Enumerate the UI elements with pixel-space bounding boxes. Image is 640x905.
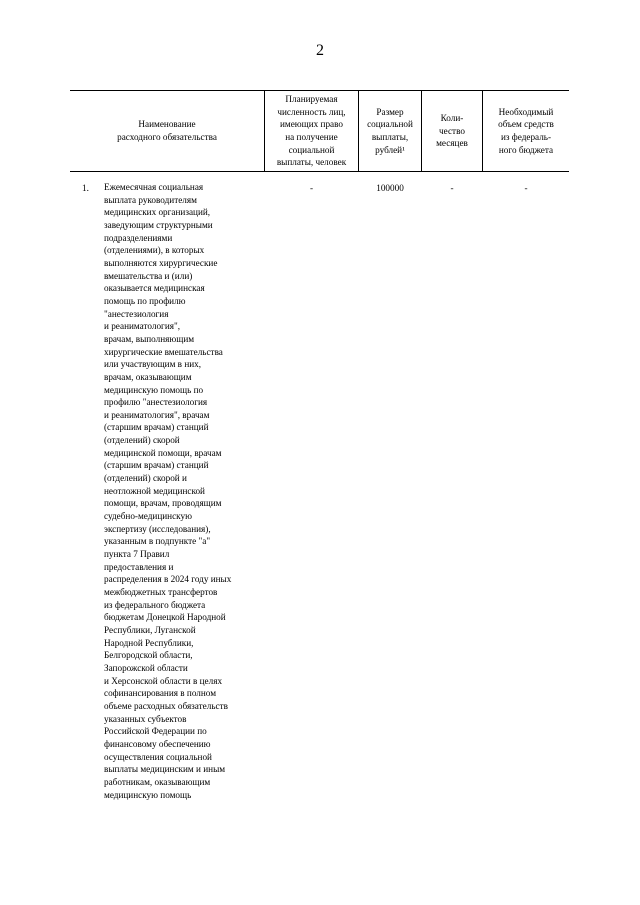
row-federal-funds: - — [524, 183, 528, 193]
row-months: - — [450, 183, 454, 193]
header-expense-obligation: Наименование расходного обязательства — [117, 119, 217, 142]
row-expense-description: Ежемесячная социальная выплата руководителям медицинских организаций, заведующим структурными подразделениями (отделениями), в которых выполняются хирургические вмешательства и (или) оказывается медицинская помощь по профилю "анестезиология и реаниматология", врачам, выполняющим хирургические вмешательства или участвующим в них, врачам, оказывающим медицинскую помощь по профилю "анестезиология и реаниматология", врачам (старшим врачам) станций (отделений) скорой медицинской помощи, врачам (старшим врачам) станций (отделений) скорой и неотложной медицинской помощи, врачам, проводящим судебно-медицинскую экспертизу (исследования), указанным в подпункте "а" пункта 7 Правил предоставления и распределения в 2024 году иных межбюджетных трансфертов из федерального бюджета бюджетам Донецкой Народной Республики, Луганской Народной Республики, Белгородской области, Запорожской области и Херсонской области в целях софинансирования в полном объеме расходных обязательств указанных субъектов Российской Федерации по финансовому обеспечению осуществления социальной выплаты медицинским и иным работникам, оказывающим медицинскую помощь — [104, 182, 232, 800]
header-payment-size: Размер социальной выплаты, рублей¹ — [367, 106, 413, 155]
row-planned-count: - — [309, 183, 314, 193]
header-planned-count: Планируемая численность лиц, имеющих право на получение социальной выплаты, человек — [276, 94, 347, 168]
header-months: Коли- чество месяцев — [436, 113, 468, 149]
row-payment-size: 100000 — [376, 183, 404, 193]
table-header — [70, 90, 569, 172]
row-number: 1. — [82, 183, 89, 193]
header-federal-funds: Необходимый объем средств из федераль- ного бюджета — [498, 106, 554, 155]
page-number: 2 — [316, 42, 324, 59]
